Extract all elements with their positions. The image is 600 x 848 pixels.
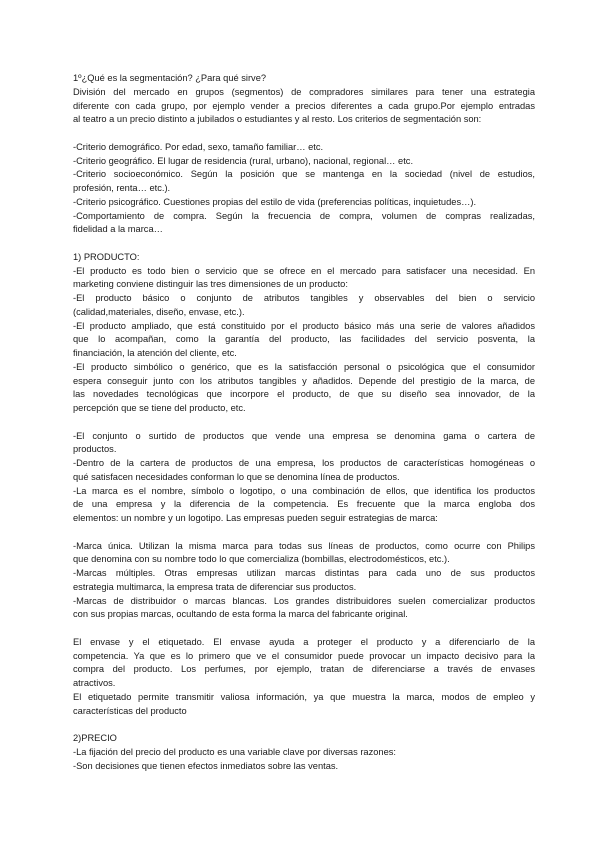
text-line: -Marcas de distribuidor o marcas blancas. Los grandes distribuidores suelen comercializar productos — [73, 595, 535, 606]
paragraph-gap — [73, 237, 535, 251]
paragraph-gap — [73, 622, 535, 636]
paragraph-gap — [73, 416, 535, 430]
text-line: -Marcas múltiples. Otras empresas utilizan marcas distintas para cada uno de sus productos — [73, 568, 535, 578]
text-line: elementos: un nombre y un logotipo. Las empresas pueden seguir estrategias de marca: — [73, 513, 438, 523]
text-line: -El conjunto o surtido de productos que vende una empresa se denomina gama o cartera de — [73, 430, 535, 441]
text-line: -La marca es el nombre, símbolo o logotipo, o una combinación de ellos, que identifica los productos — [73, 485, 535, 496]
text-line: compra del producto. Los perfumes, por ejemplo, tratan de diferenciarse a través de envases — [73, 664, 535, 675]
text-line: con sus propias marcas, ocultando de esta forma la marca del fabricante original. — [73, 609, 408, 620]
text-line: -Comportamiento de compra. Según la frecuencia de compra, volumen de compras realizadas, — [73, 210, 535, 221]
text-line: las novedades tecnológicas que incorpore el producto, de que su diseño sea innovador, de la — [73, 389, 535, 400]
paragraph — [73, 251, 535, 416]
paragraph — [73, 732, 535, 773]
text-line: atractivos. — [73, 678, 116, 688]
paragraph-gap — [73, 526, 535, 540]
paragraph — [73, 540, 535, 623]
text-line: percepción que se tiene del producto, etc. — [73, 403, 246, 413]
paragraph — [73, 430, 535, 526]
text-line: El envase y el etiquetado. El envase ayuda a proteger el producto y a diferenciarlo de la — [73, 636, 535, 647]
text-line: qué satisfacen necesidades conforman lo que se denomina línea de productos. — [73, 471, 400, 482]
text-line: que denomina con su nombre todo lo que comercializa (bombillas, electrodomésticos, etc.). — [73, 554, 450, 565]
text-line: fidelidad a la marca… — [73, 224, 163, 235]
text-line: -Son decisiones que tienen efectos inmediatos sobre las ventas. — [73, 760, 339, 771]
text-line: características del producto — [73, 705, 187, 716]
text-line: División del mercado en grupos (segmentos) de compradores similares para tener una estrategia — [73, 86, 535, 97]
text-line: -Criterio geográfico. El lugar de residencia (rural, urbano), nacional, regional… etc. — [73, 155, 414, 166]
text-line: -El producto ampliado, que está constituido por el producto básico más una serie de valores añadidos — [73, 320, 535, 331]
text-line: que lo acompañan, como la garantía del producto, las facilidades del servicio posventa, la — [73, 334, 535, 345]
text-line: financiación, la atención del cliente, etc. — [73, 348, 237, 358]
text-line: -El producto es todo bien o servicio que se ofrece en el mercado para satisfacer una necesidad. En — [73, 265, 535, 276]
text-line: al teatro a un precio distinto a jubilados o estudiantes y al resto. Los criterios de segmentación son: — [73, 114, 482, 125]
text-line: marketing conviene distinguir las tres dimensiones de un producto: — [73, 279, 348, 290]
paragraph-gap — [73, 127, 535, 141]
text-line: -La fijación del precio del producto es una variable clave por diversas razones: — [73, 746, 396, 757]
text-line: -Criterio socioeconómico. Según la posición que se mantenga en la sociedad (nivel de estudios, — [73, 169, 535, 180]
text-line: profesión, renta… etc.). — [73, 183, 171, 193]
text-line: -Criterio psicográfico. Cuestiones propias del estilo de vida (preferencias políticas, inquietudes…). — [73, 196, 477, 207]
text-line: -Marca única. Utilizan la misma marca para todas sus líneas de productos, como ocurre con Philips — [73, 540, 535, 551]
paragraph — [73, 636, 535, 719]
text-line: -El producto simbólico o genérico, que es la satisfacción personal o psicológica que el consumidor — [73, 361, 535, 372]
text-line: -Dentro de la cartera de productos de una empresa, los productos de características homogéneas o — [73, 458, 535, 468]
text-line: espera conseguir junto con los atributos tangibles y añadidos. Depende del prestigio de la marca, de — [73, 375, 535, 386]
paragraph-gap — [73, 718, 535, 732]
text-line: productos. — [73, 444, 117, 455]
document-page — [73, 72, 535, 773]
text-line: de una empresa y la diferencia de la competencia. Es frecuente que la marca engloba dos — [73, 499, 535, 510]
text-line: 1º¿Qué es la segmentación? ¿Para qué sirve? — [73, 73, 267, 83]
paragraph — [73, 141, 535, 237]
text-line: -El producto básico o conjunto de atributos tangibles y observables del bien o servicio — [73, 293, 535, 303]
paragraph — [73, 72, 535, 127]
text-line: 1) PRODUCTO: — [73, 251, 140, 262]
text-line: (calidad,materiales, diseño, envase, etc.). — [73, 306, 245, 317]
text-line: -Criterio demográfico. Por edad, sexo, tamaño familiar… etc. — [73, 141, 324, 152]
text-line: 2)PRECIO — [73, 733, 117, 743]
text-line: competencia. Ya que es lo primero que ve el consumidor puede provocar un impacto decisivo para la — [73, 650, 535, 661]
text-line: El etiquetado permite transmitir valiosa información, ya que muestra la marca, modos de empleo y — [73, 691, 535, 702]
text-line: estrategia multimarca, la empresa trata de diferenciar sus productos. — [73, 581, 357, 592]
text-line: diferente con cada grupo, por ejemplo vender a precios diferentes a cada grupo.Por ejemplo entradas — [73, 100, 535, 111]
